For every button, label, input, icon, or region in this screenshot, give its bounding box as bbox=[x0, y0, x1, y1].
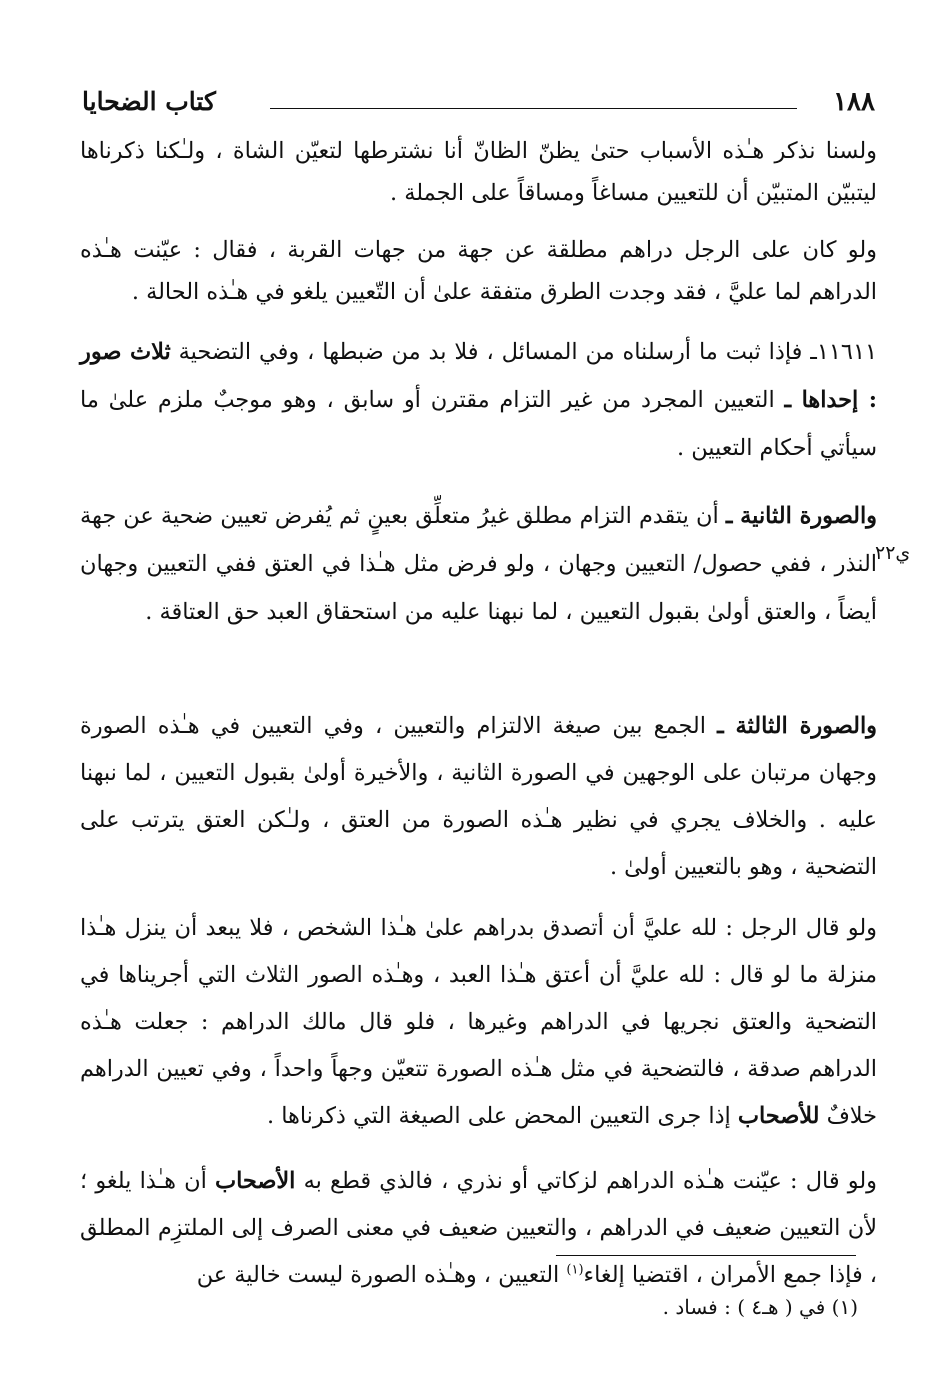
paragraph-7 bbox=[80, 1158, 877, 1299]
paragraph-5-rest: الجمع بين صيغة الالتزام والتعيين ، وفي التعيين في هـٰذه الصورة وجهان مرتبان على الوجهين في الصورة الثانية ، والأخيرة أولىٰ بقبول التعيين ، لما نبهنا عليه . والخلاف يجري في نظير هـٰذه الصورة من العتق ، ولـٰكن العتق يترتب على التضحية ، وهو بالتعيين أولىٰ . bbox=[80, 713, 877, 880]
paragraph-2: ولو كان على الرجل دراهم مطلقة عن جهة من جهات القربة ، فقال : عيّنت هـٰذه الدراهم لما عليَّ ، فقد وجدت الطرق متفقة علىٰ أن التّعيين يلغو في هـٰذه الحالة . bbox=[80, 237, 877, 305]
paragraph-7-mid: أن هـٰذا يلغو ؛ لأن التعيين ضعيف في الدراهم ، والتعيين ضعيف في معنى الصرف إلى الملتزِم المطلق ، فإذا جمع الأمران ، اقتضيا إلغاء bbox=[80, 1168, 877, 1288]
paragraph-7-text: ولو قال : عيّنت هـٰذه الدراهم لزكاتي أو نذري ، فالذي قطع به bbox=[303, 1168, 877, 1194]
book-title: كتاب الضحايا bbox=[82, 87, 216, 116]
page-number: ١٨٨ bbox=[833, 87, 875, 117]
footnote-marker: (١) bbox=[831, 1295, 858, 1319]
footnote-separator bbox=[556, 1255, 856, 1256]
paragraph-6 bbox=[80, 905, 877, 1140]
paragraph-6-bold-word: للأصحاب bbox=[737, 1103, 820, 1129]
paragraph-1: ولسنا نذكر هـٰذه الأسباب حتىٰ يظنّ الظانّ أنا نشترطها لتعيّن الشاة ، ولـٰكنا ذكرناها ليتبيّن المتبيّن أن للتعيين مساغاً ومساقاً على الجملة . bbox=[80, 138, 877, 206]
paragraph-3-lead: ١١٦١١ـ فإذا ثبت ما أرسلناه من المسائل ، فلا بد من ضبطها ، وفي التضحية bbox=[178, 339, 877, 365]
paragraph-6-text: ولو قال الرجل : لله عليَّ أن أتصدق بدراهم علىٰ هـٰذا الشخص ، فلا يبعد أن ينزل هـٰذا منزلة ما لو قال : لله عليَّ أن أعتق هـٰذا العبد ، وهـٰذه الصور الثلاث التي أجريناها في التضحية والعتق نجريها في الدراهم وغيرها ، فلو قال مالك الدراهم : جعلت هـٰذه الدراهم صدقة ، فالتضحية في مثل هـٰذه الصورة تتعيّن وجهاً واحداً ، وفي تعيين الدراهم خلافٌ bbox=[80, 915, 877, 1129]
footnote-reference[interactable]: (١) bbox=[566, 1262, 584, 1278]
paragraph-4-rest: أن يتقدم التزام مطلق غيرُ متعلِّق بعينٍ ثم يُفرض تعيين ضحية عن جهة النذر ، ففي حصول/ التعيين وجهان ، ولو فرض مثل هـٰذا في العتق ففي التعيين وجهان أيضاً ، والعتق أولىٰ بقبول التعيين ، لما نبهنا عليه من استحقاق العبد حق العتاقة . bbox=[80, 503, 877, 625]
header-rule bbox=[270, 108, 797, 109]
paragraph-5-bold-intro: والصورة الثالثة ـ bbox=[717, 713, 877, 739]
paragraph-4 bbox=[80, 492, 877, 684]
paragraph-3-rest: التعيين المجرد من غير التزام مقترن أو سابق ، وهو موجبٌ ملزم علىٰ ما سيأتي أحكام التعيين . bbox=[80, 387, 877, 461]
paragraph-3 bbox=[80, 328, 877, 472]
footnote-text: في ( هـ٤ ) : فساد . bbox=[662, 1295, 826, 1319]
main-text bbox=[80, 130, 877, 1299]
paragraph-3-bold-intro: ثلاث صور : إحداها ـ bbox=[80, 339, 877, 413]
margin-note: ي٢٢ bbox=[875, 542, 911, 564]
paragraph-5 bbox=[80, 703, 877, 891]
footnote bbox=[400, 1293, 858, 1321]
paragraph-6-tail: إذا جرى التعيين المحض على الصيغة التي ذكرناها . bbox=[266, 1103, 731, 1129]
paragraph-7-bold-word: الأصحاب bbox=[215, 1168, 296, 1194]
paragraph-7-tail: التعيين ، وهـٰذه الصورة ليست خالية عن bbox=[196, 1262, 560, 1288]
page-header bbox=[82, 86, 875, 120]
paragraph-4-bold-intro: والصورة الثانية ـ bbox=[725, 503, 877, 529]
